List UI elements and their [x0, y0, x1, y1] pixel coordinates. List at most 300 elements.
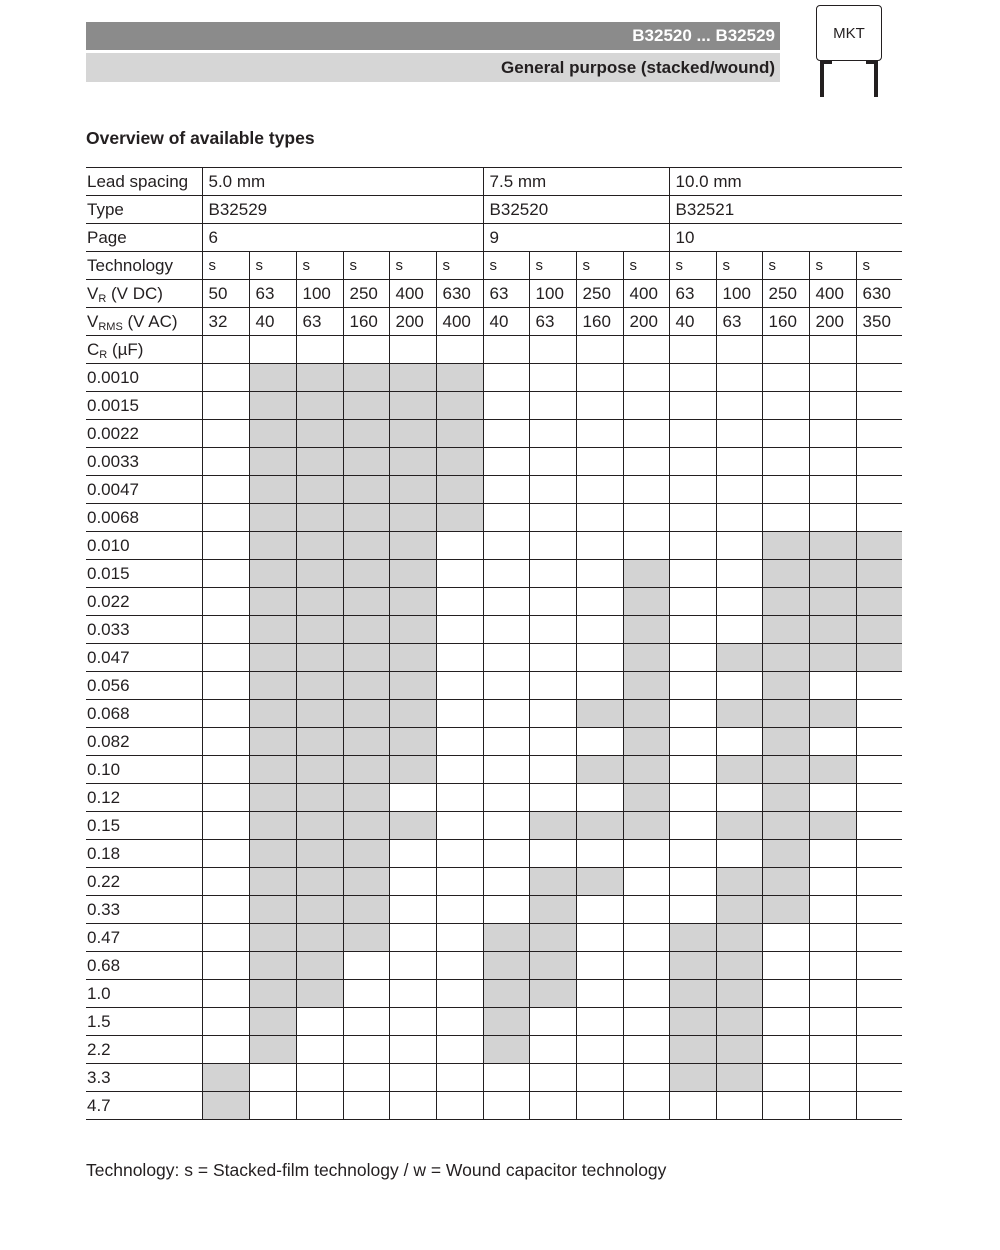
- empty-cell: [436, 952, 483, 980]
- empty-cell: [762, 1092, 809, 1120]
- available-cell: [389, 392, 436, 420]
- capacitance-value: 0.47: [86, 924, 202, 952]
- available-cell: [296, 700, 343, 728]
- empty-cell: [669, 476, 716, 504]
- vr-vdc-cell: 400: [623, 280, 669, 308]
- empty-cell: [343, 1036, 389, 1064]
- empty-cell: [809, 336, 856, 364]
- empty-cell: [483, 896, 529, 924]
- available-cell: [576, 812, 623, 840]
- available-cell: [202, 1064, 249, 1092]
- available-cell: [343, 420, 389, 448]
- available-cell: [296, 812, 343, 840]
- available-cell: [436, 420, 483, 448]
- empty-cell: [623, 448, 669, 476]
- empty-cell: [296, 1064, 343, 1092]
- capacitance-value: 0.022: [86, 588, 202, 616]
- available-cell: [623, 728, 669, 756]
- capacitor-foot-right: [866, 61, 878, 64]
- vrms-vac-cell: 200: [809, 308, 856, 336]
- empty-cell: [623, 980, 669, 1008]
- available-cell: [343, 392, 389, 420]
- technology-cell: s: [576, 252, 623, 280]
- empty-cell: [529, 588, 576, 616]
- empty-cell: [529, 476, 576, 504]
- vr-vdc-cell: 100: [296, 280, 343, 308]
- table-row: [86, 1008, 902, 1036]
- available-cell: [296, 588, 343, 616]
- empty-cell: [623, 504, 669, 532]
- empty-cell: [669, 560, 716, 588]
- table-row: [86, 1064, 902, 1092]
- available-cell: [529, 924, 576, 952]
- label-lead-spacing: Lead spacing: [86, 168, 202, 196]
- available-cell: [249, 812, 296, 840]
- row-type: [86, 196, 902, 224]
- available-cell: [296, 504, 343, 532]
- available-cell: [249, 420, 296, 448]
- available-cell: [249, 448, 296, 476]
- empty-cell: [202, 1036, 249, 1064]
- empty-cell: [483, 728, 529, 756]
- empty-cell: [576, 1008, 623, 1036]
- available-cell: [623, 560, 669, 588]
- available-cell: [343, 644, 389, 672]
- empty-cell: [436, 672, 483, 700]
- empty-cell: [809, 840, 856, 868]
- table-row: [86, 868, 902, 896]
- empty-cell: [343, 980, 389, 1008]
- table-row: [86, 840, 902, 868]
- capacitance-value: 0.22: [86, 868, 202, 896]
- empty-cell: [483, 560, 529, 588]
- available-cell: [623, 812, 669, 840]
- empty-cell: [529, 448, 576, 476]
- empty-cell: [856, 700, 902, 728]
- label-page: Page: [86, 224, 202, 252]
- available-cell: [809, 588, 856, 616]
- available-cell: [296, 420, 343, 448]
- empty-cell: [623, 392, 669, 420]
- type-b32529: B32529: [202, 196, 483, 224]
- available-cell: [389, 364, 436, 392]
- vrms-vac-cell: 160: [762, 308, 809, 336]
- available-cell: [669, 980, 716, 1008]
- available-cell: [343, 588, 389, 616]
- empty-cell: [576, 896, 623, 924]
- header-subtitle: General purpose (stacked/wound): [86, 53, 780, 82]
- empty-cell: [296, 1092, 343, 1120]
- available-cell: [389, 728, 436, 756]
- empty-cell: [483, 588, 529, 616]
- vrms-vac-cell: 63: [296, 308, 343, 336]
- available-cell: [576, 868, 623, 896]
- table-row: [86, 560, 902, 588]
- empty-cell: [856, 980, 902, 1008]
- technology-cell: s: [669, 252, 716, 280]
- empty-cell: [529, 392, 576, 420]
- available-cell: [296, 784, 343, 812]
- empty-cell: [483, 420, 529, 448]
- empty-cell: [202, 560, 249, 588]
- empty-cell: [762, 1036, 809, 1064]
- available-cell: [389, 756, 436, 784]
- empty-cell: [809, 392, 856, 420]
- empty-cell: [202, 504, 249, 532]
- available-cell: [249, 980, 296, 1008]
- table-row: [86, 784, 902, 812]
- available-cell: [296, 448, 343, 476]
- empty-cell: [529, 1064, 576, 1092]
- available-cell: [249, 896, 296, 924]
- empty-cell: [389, 1064, 436, 1092]
- empty-cell: [809, 980, 856, 1008]
- capacitance-value: 0.015: [86, 560, 202, 588]
- available-cell: [669, 1064, 716, 1092]
- empty-cell: [202, 700, 249, 728]
- capacitor-lead-right: [874, 61, 878, 97]
- empty-cell: [436, 1036, 483, 1064]
- empty-cell: [576, 784, 623, 812]
- empty-cell: [576, 616, 623, 644]
- empty-cell: [576, 336, 623, 364]
- technology-cell: s: [856, 252, 902, 280]
- available-cell: [249, 476, 296, 504]
- available-cell: [483, 1008, 529, 1036]
- empty-cell: [669, 336, 716, 364]
- empty-cell: [202, 756, 249, 784]
- vr-vdc-cell: 100: [529, 280, 576, 308]
- available-cell: [389, 476, 436, 504]
- empty-cell: [389, 980, 436, 1008]
- table-row: [86, 812, 902, 840]
- empty-cell: [436, 616, 483, 644]
- empty-cell: [716, 392, 762, 420]
- available-cell: [249, 868, 296, 896]
- empty-cell: [436, 644, 483, 672]
- empty-cell: [389, 1036, 436, 1064]
- empty-cell: [202, 896, 249, 924]
- available-cell: [389, 504, 436, 532]
- empty-cell: [483, 476, 529, 504]
- empty-cell: [202, 616, 249, 644]
- available-cell: [343, 448, 389, 476]
- empty-cell: [623, 476, 669, 504]
- available-cell: [716, 1008, 762, 1036]
- available-cell: [809, 560, 856, 588]
- empty-cell: [483, 336, 529, 364]
- empty-cell: [576, 840, 623, 868]
- empty-cell: [202, 924, 249, 952]
- empty-cell: [716, 336, 762, 364]
- empty-cell: [623, 364, 669, 392]
- available-cell: [296, 896, 343, 924]
- empty-cell: [483, 364, 529, 392]
- available-cell: [623, 616, 669, 644]
- empty-cell: [856, 336, 902, 364]
- empty-cell: [856, 868, 902, 896]
- empty-cell: [716, 448, 762, 476]
- available-cell: [343, 532, 389, 560]
- row-page: [86, 224, 902, 252]
- available-cell: [343, 616, 389, 644]
- empty-cell: [389, 896, 436, 924]
- empty-cell: [716, 504, 762, 532]
- vr-vdc-cell: 63: [249, 280, 296, 308]
- empty-cell: [623, 840, 669, 868]
- empty-cell: [856, 896, 902, 924]
- available-cell: [762, 812, 809, 840]
- mkt-badge: MKT: [816, 5, 882, 61]
- table-row: [86, 392, 902, 420]
- available-cell: [762, 840, 809, 868]
- empty-cell: [576, 644, 623, 672]
- available-cell: [343, 868, 389, 896]
- empty-cell: [529, 1092, 576, 1120]
- available-cell: [343, 560, 389, 588]
- technology-cell: s: [762, 252, 809, 280]
- table-row: [86, 616, 902, 644]
- technology-cell: s: [343, 252, 389, 280]
- available-cell: [856, 532, 902, 560]
- empty-cell: [809, 1064, 856, 1092]
- empty-cell: [529, 560, 576, 588]
- row-cr-header: [86, 336, 902, 364]
- empty-cell: [856, 924, 902, 952]
- available-cell: [436, 504, 483, 532]
- empty-cell: [436, 840, 483, 868]
- empty-cell: [716, 616, 762, 644]
- empty-cell: [716, 728, 762, 756]
- available-cell: [296, 840, 343, 868]
- label-cr: $C_R$ (µF): [86, 336, 202, 364]
- available-cell: [296, 644, 343, 672]
- empty-cell: [529, 616, 576, 644]
- empty-cell: [716, 560, 762, 588]
- empty-cell: [389, 840, 436, 868]
- vr-vdc-cell: 400: [389, 280, 436, 308]
- empty-cell: [716, 420, 762, 448]
- label-type: Type: [86, 196, 202, 224]
- table-row: [86, 924, 902, 952]
- empty-cell: [529, 700, 576, 728]
- empty-cell: [202, 868, 249, 896]
- empty-cell: [669, 672, 716, 700]
- available-cell: [343, 672, 389, 700]
- available-cell: [762, 868, 809, 896]
- available-cell: [716, 1036, 762, 1064]
- empty-cell: [202, 420, 249, 448]
- capacitance-value: 0.33: [86, 896, 202, 924]
- vr-vdc-cell: 50: [202, 280, 249, 308]
- available-cell: [436, 364, 483, 392]
- available-cell: [296, 952, 343, 980]
- type-b32520: B32520: [483, 196, 669, 224]
- vrms-vac-cell: 200: [389, 308, 436, 336]
- empty-cell: [483, 672, 529, 700]
- empty-cell: [202, 1008, 249, 1036]
- empty-cell: [343, 1008, 389, 1036]
- table-row: [86, 700, 902, 728]
- empty-cell: [669, 392, 716, 420]
- empty-cell: [483, 532, 529, 560]
- empty-cell: [436, 336, 483, 364]
- empty-cell: [436, 812, 483, 840]
- capacitance-value: 2.2: [86, 1036, 202, 1064]
- empty-cell: [202, 588, 249, 616]
- empty-cell: [343, 1092, 389, 1120]
- empty-cell: [576, 420, 623, 448]
- empty-cell: [576, 476, 623, 504]
- empty-cell: [809, 952, 856, 980]
- available-cell: [296, 364, 343, 392]
- empty-cell: [809, 784, 856, 812]
- available-cell: [296, 980, 343, 1008]
- vr-vdc-cell: 250: [576, 280, 623, 308]
- empty-cell: [529, 756, 576, 784]
- available-cell: [389, 672, 436, 700]
- available-cell: [296, 616, 343, 644]
- available-cell: [716, 756, 762, 784]
- empty-cell: [669, 616, 716, 644]
- empty-cell: [856, 952, 902, 980]
- empty-cell: [856, 476, 902, 504]
- available-cell: [389, 420, 436, 448]
- empty-cell: [856, 728, 902, 756]
- technology-cell: s: [483, 252, 529, 280]
- empty-cell: [623, 1092, 669, 1120]
- empty-cell: [623, 420, 669, 448]
- empty-cell: [249, 336, 296, 364]
- empty-cell: [762, 924, 809, 952]
- empty-cell: [529, 728, 576, 756]
- empty-cell: [436, 728, 483, 756]
- empty-cell: [669, 644, 716, 672]
- empty-cell: [762, 364, 809, 392]
- empty-cell: [623, 532, 669, 560]
- empty-cell: [623, 1036, 669, 1064]
- available-cell: [249, 756, 296, 784]
- available-cell: [716, 952, 762, 980]
- capacitor-lead-left: [820, 61, 824, 97]
- empty-cell: [623, 952, 669, 980]
- empty-cell: [202, 336, 249, 364]
- available-cell: [249, 700, 296, 728]
- available-cell: [436, 476, 483, 504]
- empty-cell: [529, 420, 576, 448]
- row-technology: [86, 252, 902, 280]
- capacitance-value: 0.68: [86, 952, 202, 980]
- vrms-vac-cell: 160: [343, 308, 389, 336]
- available-cell: [296, 728, 343, 756]
- empty-cell: [202, 812, 249, 840]
- technology-cell: s: [809, 252, 856, 280]
- empty-cell: [856, 420, 902, 448]
- empty-cell: [483, 644, 529, 672]
- empty-cell: [202, 392, 249, 420]
- lead-spacing-5mm: 5.0 mm: [202, 168, 483, 196]
- empty-cell: [576, 1092, 623, 1120]
- empty-cell: [623, 896, 669, 924]
- available-cell: [483, 952, 529, 980]
- page-ref-b32520: 9: [483, 224, 669, 252]
- empty-cell: [296, 336, 343, 364]
- capacitance-value: 1.0: [86, 980, 202, 1008]
- empty-cell: [669, 728, 716, 756]
- footnote: Technology: s = Stacked-film technology / w = Wound capacitor technology: [86, 1160, 667, 1180]
- available-cell: [343, 728, 389, 756]
- empty-cell: [669, 504, 716, 532]
- vrms-vac-cell: 40: [669, 308, 716, 336]
- available-cell: [856, 588, 902, 616]
- empty-cell: [669, 896, 716, 924]
- available-cell: [856, 560, 902, 588]
- empty-cell: [436, 980, 483, 1008]
- empty-cell: [343, 952, 389, 980]
- empty-cell: [762, 980, 809, 1008]
- available-cell: [762, 672, 809, 700]
- empty-cell: [576, 1064, 623, 1092]
- table-row: [86, 1036, 902, 1064]
- technology-cell: s: [529, 252, 576, 280]
- empty-cell: [856, 1008, 902, 1036]
- available-cell: [389, 644, 436, 672]
- capacitance-value: 3.3: [86, 1064, 202, 1092]
- available-cell: [716, 1064, 762, 1092]
- empty-cell: [249, 1092, 296, 1120]
- technology-cell: s: [296, 252, 343, 280]
- capacitance-value: 4.7: [86, 1092, 202, 1120]
- empty-cell: [669, 700, 716, 728]
- empty-cell: [856, 448, 902, 476]
- vr-vdc-cell: 250: [343, 280, 389, 308]
- capacitance-value: 0.0047: [86, 476, 202, 504]
- vr-vdc-cell: 63: [483, 280, 529, 308]
- vrms-vac-cell: 63: [716, 308, 762, 336]
- available-cell: [529, 812, 576, 840]
- empty-cell: [809, 1036, 856, 1064]
- available-cell: [296, 476, 343, 504]
- available-cell: [296, 868, 343, 896]
- available-cell: [623, 672, 669, 700]
- empty-cell: [483, 504, 529, 532]
- empty-cell: [389, 868, 436, 896]
- available-cell: [529, 952, 576, 980]
- available-cell: [249, 532, 296, 560]
- empty-cell: [529, 364, 576, 392]
- empty-cell: [436, 700, 483, 728]
- empty-cell: [856, 672, 902, 700]
- table-row: [86, 532, 902, 560]
- available-cell: [389, 812, 436, 840]
- vr-vdc-cell: 400: [809, 280, 856, 308]
- capacitance-value: 0.0033: [86, 448, 202, 476]
- empty-cell: [856, 1036, 902, 1064]
- empty-cell: [436, 924, 483, 952]
- empty-cell: [669, 868, 716, 896]
- available-cell: [669, 924, 716, 952]
- table-row: [86, 588, 902, 616]
- table-row: [86, 420, 902, 448]
- empty-cell: [529, 672, 576, 700]
- available-cell: [202, 1092, 249, 1120]
- empty-cell: [856, 364, 902, 392]
- available-cell: [716, 924, 762, 952]
- available-cell: [389, 448, 436, 476]
- empty-cell: [716, 476, 762, 504]
- empty-cell: [296, 1036, 343, 1064]
- available-cell: [343, 784, 389, 812]
